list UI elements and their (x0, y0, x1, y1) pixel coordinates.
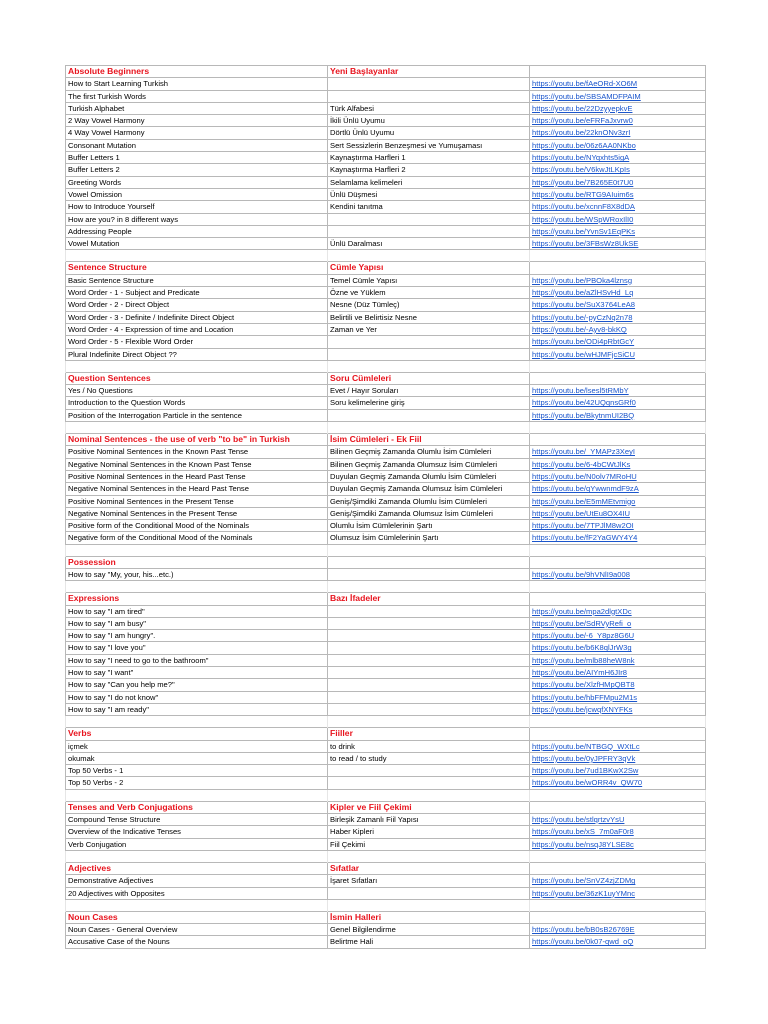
lesson-row (66, 409, 706, 421)
video-link[interactable]: https://youtu.be/xcnnF8X8dDA (530, 201, 706, 213)
section-title-tr: Yeni Başlayanlar (328, 66, 530, 78)
lesson-title-en: Plural Indefinite Direct Object ?? (66, 348, 328, 360)
lesson-title-tr: Sert Sessizlerin Benzeşmesi ve Yumuşaması (328, 139, 530, 151)
lesson-row (66, 446, 706, 458)
lesson-title-tr: Ünlü Düşmesi (328, 188, 530, 200)
video-link[interactable]: https://youtu.be/UtEu8OX4IU (530, 507, 706, 519)
empty-cell (328, 850, 530, 862)
lesson-title-tr: to drink (328, 740, 530, 752)
lesson-title-en: Introduction to the Question Words (66, 397, 328, 409)
section-spacer (66, 581, 706, 593)
empty-cell (328, 789, 530, 801)
lesson-title-tr: Ünlü Daralması (328, 238, 530, 250)
video-link[interactable]: https://youtu.be/fF2YaGWY4Y4 (530, 532, 706, 544)
section-header (66, 728, 706, 740)
video-link[interactable]: https://youtu.be/AIYmH6JIr8 (530, 667, 706, 679)
lesson-row (66, 838, 706, 850)
video-link[interactable]: https://youtu.be/V6kwJtLKpIs (530, 164, 706, 176)
lesson-title-tr (328, 691, 530, 703)
section-title-tr: İsmin Halleri (328, 911, 530, 923)
video-link[interactable]: https://youtu.be/9hVNlI9a008 (530, 568, 706, 580)
video-link[interactable]: https://youtu.be/XlzfHMpQBT8 (530, 679, 706, 691)
lesson-title-tr: Birleşik Zamanlı Fiil Yapısı (328, 814, 530, 826)
section-title-tr: Soru Cümleleri (328, 372, 530, 384)
lesson-title-en: Compound Tense Structure (66, 814, 328, 826)
lesson-title-tr: Haber Kipleri (328, 826, 530, 838)
empty-cell (530, 801, 706, 813)
video-link[interactable]: https://youtu.be/0k07-qwd_oQ (530, 936, 706, 948)
empty-cell (328, 716, 530, 728)
lesson-title-tr: Duyulan Geçmiş Zamanda Olumlu İsim Cümleleri (328, 470, 530, 482)
section-title-en: Possession (66, 556, 328, 568)
video-link[interactable]: https://youtu.be/jcwqfXNYFKs (530, 703, 706, 715)
lesson-title-en: How to say "I am tired" (66, 605, 328, 617)
lesson-title-en: Positive Nominal Sentences in the Known Past Tense (66, 446, 328, 458)
lesson-title-en: How to say "I love you" (66, 642, 328, 654)
section-title-tr: Bazı İfadeler (328, 593, 530, 605)
empty-cell (328, 250, 530, 262)
lesson-title-en: Negative Nominal Sentences in the Known Past Tense (66, 458, 328, 470)
video-link[interactable]: https://youtu.be/-pyCzNq2n78 (530, 311, 706, 323)
lesson-row (66, 152, 706, 164)
lesson-title-tr: Zaman ve Yer (328, 323, 530, 335)
section-header (66, 262, 706, 274)
lesson-row (66, 483, 706, 495)
empty-cell (530, 556, 706, 568)
lesson-title-en: How to say "I need to go to the bathroom" (66, 654, 328, 666)
lesson-title-en: Buffer Letters 2 (66, 164, 328, 176)
lesson-title-en: Word Order - 1 - Subject and Predicate (66, 287, 328, 299)
lesson-title-tr: Olumlu İsim Cümlelerinin Şartı (328, 520, 530, 532)
lesson-title-tr (328, 213, 530, 225)
section-title-en: Adjectives (66, 862, 328, 874)
lesson-title-en: Top 50 Verbs - 1 (66, 765, 328, 777)
lesson-title-tr (328, 630, 530, 642)
lesson-row (66, 90, 706, 102)
lesson-title-tr (328, 642, 530, 654)
empty-cell (66, 850, 328, 862)
video-link[interactable]: https://youtu.be/lsesl5tRMbY (530, 385, 706, 397)
lesson-title-tr: Temel Cümle Yapısı (328, 274, 530, 286)
section-spacer (66, 850, 706, 862)
video-link[interactable]: https://youtu.be/fAeORd-XO6M (530, 78, 706, 90)
section-title-en: Nominal Sentences - the use of verb "to be" in Turkish (66, 434, 328, 446)
empty-cell (328, 422, 530, 434)
lesson-row (66, 348, 706, 360)
lesson-title-en: Negative form of the Conditional Mood of the Nominals (66, 532, 328, 544)
lesson-title-en: Word Order - 5 - Flexible Word Order (66, 336, 328, 348)
empty-cell (530, 372, 706, 384)
empty-cell (66, 360, 328, 372)
empty-cell (530, 789, 706, 801)
lesson-title-en: How to say "I do not know" (66, 691, 328, 703)
empty-cell (328, 899, 530, 911)
section-header (66, 66, 706, 78)
lesson-row (66, 274, 706, 286)
empty-cell (530, 544, 706, 556)
section-header (66, 911, 706, 923)
lesson-row (66, 752, 706, 764)
spreadsheet (65, 65, 705, 949)
empty-cell (530, 862, 706, 874)
section-title-tr: Kipler ve Fiil Çekimi (328, 801, 530, 813)
section-spacer (66, 899, 706, 911)
lesson-title-tr (328, 765, 530, 777)
lesson-title-tr (328, 667, 530, 679)
section-title-tr (328, 556, 530, 568)
lesson-title-en: Position of the Interrogation Particle in the sentence (66, 409, 328, 421)
video-link[interactable]: https://youtu.be/PBOka4lznsg (530, 274, 706, 286)
video-link[interactable]: https://youtu.be/BkytnmUI2BQ (530, 409, 706, 421)
lesson-title-en: Negative Nominal Sentences in the Heard Past Tense (66, 483, 328, 495)
lesson-title-tr (328, 225, 530, 237)
video-link[interactable]: https://youtu.be/wHJMFjcSiCU (530, 348, 706, 360)
lesson-title-tr (328, 887, 530, 899)
lesson-row (66, 605, 706, 617)
lesson-row (66, 495, 706, 507)
lesson-title-tr (328, 654, 530, 666)
lesson-title-en: Demonstrative Adjectives (66, 875, 328, 887)
lesson-row (66, 225, 706, 237)
video-link[interactable]: https://youtu.be/xS_7m0aF0r8 (530, 826, 706, 838)
lesson-title-en: Vowel Mutation (66, 238, 328, 250)
lesson-row (66, 201, 706, 213)
empty-cell (530, 66, 706, 78)
lesson-title-tr: Genel Bilgilendirme (328, 924, 530, 936)
lesson-row (66, 287, 706, 299)
lesson-row (66, 642, 706, 654)
section-title-en: Absolute Beginners (66, 66, 328, 78)
lesson-title-tr: Geniş/Şimdiki Zamanda Olumlu İsim Cümleleri (328, 495, 530, 507)
lesson-title-en: Yes / No Questions (66, 385, 328, 397)
empty-cell (66, 789, 328, 801)
lesson-row (66, 385, 706, 397)
section-title-en: Noun Cases (66, 911, 328, 923)
video-link[interactable]: https://youtu.be/-Ayv8-bkKQ (530, 323, 706, 335)
lesson-row (66, 238, 706, 250)
lesson-title-tr (328, 568, 530, 580)
lesson-title-en: 20 Adjectives with Opposites (66, 887, 328, 899)
video-link[interactable]: https://youtu.be/ODi4pRbtGcY (530, 336, 706, 348)
lesson-title-en: Buffer Letters 1 (66, 152, 328, 164)
lesson-title-tr: Kendini tanıtma (328, 201, 530, 213)
video-link[interactable]: https://youtu.be/WSpWRoxIlI0 (530, 213, 706, 225)
section-title-en: Tenses and Verb Conjugations (66, 801, 328, 813)
lesson-row (66, 336, 706, 348)
video-link[interactable]: https://youtu.be/YvnSv1EqPKs (530, 225, 706, 237)
lesson-title-tr (328, 78, 530, 90)
empty-cell (328, 360, 530, 372)
lesson-row (66, 691, 706, 703)
lesson-title-en: Verb Conjugation (66, 838, 328, 850)
video-link[interactable]: https://youtu.be/SnVZ4zjZDMg (530, 875, 706, 887)
lesson-title-tr: Geniş/Şimdiki Zamanda Olumsuz İsim Cümleleri (328, 507, 530, 519)
lesson-title-en: Noun Cases - General Overview (66, 924, 328, 936)
lesson-title-tr: İşaret Sıfatları (328, 875, 530, 887)
lesson-row (66, 936, 706, 948)
empty-cell (530, 593, 706, 605)
lesson-row (66, 323, 706, 335)
lesson-row (66, 826, 706, 838)
lesson-title-tr (328, 703, 530, 715)
video-link[interactable]: https://youtu.be/3FBsWz8UkSE (530, 238, 706, 250)
video-link[interactable]: https://youtu.be/36zK1uyYMnc (530, 887, 706, 899)
empty-cell (328, 581, 530, 593)
lesson-title-en: Consonant Mutation (66, 139, 328, 151)
lesson-row (66, 875, 706, 887)
video-link[interactable]: https://youtu.be/b6K8qlJrW3g (530, 642, 706, 654)
lesson-title-tr (328, 90, 530, 102)
lesson-title-tr: Evet / Hayır Soruları (328, 385, 530, 397)
lesson-title-en: How to say "I am ready" (66, 703, 328, 715)
lesson-title-en: How are you? in 8 different ways (66, 213, 328, 225)
video-link[interactable]: https://youtu.be/qYwwnmdF9zA (530, 483, 706, 495)
video-link[interactable]: https://youtu.be/7B265E0t7U0 (530, 176, 706, 188)
section-header (66, 372, 706, 384)
lesson-row (66, 102, 706, 114)
lesson-title-tr (328, 348, 530, 360)
video-link[interactable]: https://youtu.be/SBSAMDFPAIM (530, 90, 706, 102)
lesson-title-en: Word Order - 4 - Expression of time and Location (66, 323, 328, 335)
lesson-row (66, 520, 706, 532)
section-title-en: Sentence Structure (66, 262, 328, 274)
section-spacer (66, 360, 706, 372)
empty-cell (530, 911, 706, 923)
lesson-title-tr: to read / to study (328, 752, 530, 764)
lesson-row (66, 630, 706, 642)
lesson-title-en: How to Start Learning Turkish (66, 78, 328, 90)
section-title-tr: Fiiller (328, 728, 530, 740)
section-title-tr: Sıfatlar (328, 862, 530, 874)
video-link[interactable]: https://youtu.be/mlb88heW8nk (530, 654, 706, 666)
lesson-row (66, 188, 706, 200)
section-header (66, 801, 706, 813)
section-title-tr: İsim Cümleleri - Ek Fiil (328, 434, 530, 446)
video-link[interactable]: https://youtu.be/NYqxhts5igA (530, 152, 706, 164)
lesson-title-tr (328, 336, 530, 348)
video-link[interactable]: https://youtu.be/06z6AA0NKbo (530, 139, 706, 151)
lesson-title-en: Addressing People (66, 225, 328, 237)
lesson-title-en: Word Order - 2 - Direct Object (66, 299, 328, 311)
empty-cell (66, 422, 328, 434)
video-link[interactable]: https://youtu.be/_YMAPz3XeyI (530, 446, 706, 458)
lesson-title-en: 4 Way Vowel Harmony (66, 127, 328, 139)
empty-cell (530, 581, 706, 593)
section-header (66, 862, 706, 874)
lesson-title-en: içmek (66, 740, 328, 752)
lesson-title-tr: İkili Ünlü Uyumu (328, 115, 530, 127)
lesson-title-tr: Duyulan Geçmiş Zamanda Olumsuz İsim Cümleleri (328, 483, 530, 495)
lesson-row (66, 299, 706, 311)
lesson-title-en: Basic Sentence Structure (66, 274, 328, 286)
lesson-title-tr: Türk Alfabesi (328, 102, 530, 114)
lesson-row (66, 397, 706, 409)
video-link[interactable]: https://youtu.be/E5mMEtvmigo (530, 495, 706, 507)
lesson-row (66, 458, 706, 470)
section-header (66, 556, 706, 568)
lesson-title-en: Accusative Case of the Nouns (66, 936, 328, 948)
empty-cell (66, 899, 328, 911)
lesson-title-tr: Nesne (Düz Tümleç) (328, 299, 530, 311)
lesson-title-en: How to say "I am hungry". (66, 630, 328, 642)
empty-cell (530, 360, 706, 372)
lesson-title-tr (328, 679, 530, 691)
lesson-title-en: Positive form of the Conditional Mood of the Nominals (66, 520, 328, 532)
video-link[interactable]: https://youtu.be/0yJPFRY3qVk (530, 752, 706, 764)
empty-cell (66, 716, 328, 728)
empty-cell (530, 434, 706, 446)
lesson-row (66, 617, 706, 629)
section-title-en: Verbs (66, 728, 328, 740)
lesson-title-en: How to say "My, your, his...etc.) (66, 568, 328, 580)
video-link[interactable]: https://youtu.be/7ud1BKwX2Sw (530, 765, 706, 777)
empty-cell (66, 250, 328, 262)
video-link[interactable]: https://youtu.be/stlqrtzvYsU (530, 814, 706, 826)
lesson-row (66, 127, 706, 139)
lesson-title-en: Overview of the Indicative Tenses (66, 826, 328, 838)
lesson-title-en: How to say "I am busy" (66, 617, 328, 629)
lesson-table (65, 65, 706, 949)
lesson-row (66, 777, 706, 789)
lesson-row (66, 887, 706, 899)
video-link[interactable]: https://youtu.be/RTG9AIuim6s (530, 188, 706, 200)
section-header (66, 434, 706, 446)
lesson-title-tr: Özne ve Yüklem (328, 287, 530, 299)
section-spacer (66, 716, 706, 728)
lesson-row (66, 765, 706, 777)
lesson-title-tr: Bilinen Geçmiş Zamanda Olumsuz İsim Cümleleri (328, 458, 530, 470)
video-link[interactable]: https://youtu.be/aZlHSvHd_Lq (530, 287, 706, 299)
lesson-title-en: Negative Nominal Sentences in the Present Tense (66, 507, 328, 519)
lesson-title-tr (328, 617, 530, 629)
empty-cell (530, 716, 706, 728)
lesson-title-en: Greeting Words (66, 176, 328, 188)
lesson-row (66, 115, 706, 127)
video-link[interactable]: https://youtu.be/hbFFMpu2M1s (530, 691, 706, 703)
empty-cell (328, 544, 530, 556)
lesson-row (66, 667, 706, 679)
lesson-title-en: okumak (66, 752, 328, 764)
lesson-row (66, 924, 706, 936)
section-spacer (66, 544, 706, 556)
empty-cell (530, 850, 706, 862)
video-link[interactable]: https://youtu.be/wORR4v_QW70 (530, 777, 706, 789)
video-link[interactable]: https://youtu.be/bB0sB26769E (530, 924, 706, 936)
lesson-row (66, 679, 706, 691)
video-link[interactable]: https://youtu.be/SdRVyRefi_o (530, 617, 706, 629)
section-spacer (66, 789, 706, 801)
lesson-row (66, 507, 706, 519)
lesson-title-en: Top 50 Verbs - 2 (66, 777, 328, 789)
video-link[interactable]: https://youtu.be/42UQqnsGRf0 (530, 397, 706, 409)
empty-cell (530, 899, 706, 911)
lesson-title-tr: Olumsuz İsim Cümlelerinin Şartı (328, 532, 530, 544)
lesson-title-tr: Selamlama kelimeleri (328, 176, 530, 188)
lesson-title-tr: Belirtme Hali (328, 936, 530, 948)
lesson-row (66, 176, 706, 188)
video-link[interactable]: https://youtu.be/-6_Y8pz8G6U (530, 630, 706, 642)
lesson-row (66, 164, 706, 176)
video-link[interactable]: https://youtu.be/nsqJ8YLSE8c (530, 838, 706, 850)
lesson-title-en: Positive Nominal Sentences in the Present Tense (66, 495, 328, 507)
lesson-title-en: Turkish Alphabet (66, 102, 328, 114)
video-link[interactable]: https://youtu.be/NTBGQ_WXtLc (530, 740, 706, 752)
lesson-row (66, 213, 706, 225)
lesson-title-tr: Kaynaştırma Harfleri 2 (328, 164, 530, 176)
empty-cell (530, 250, 706, 262)
lesson-title-en: Positive Nominal Sentences in the Heard Past Tense (66, 470, 328, 482)
lesson-row (66, 568, 706, 580)
video-link[interactable]: https://youtu.be/N0olv7MRoHU (530, 470, 706, 482)
lesson-title-en: 2 Way Vowel Harmony (66, 115, 328, 127)
section-title-tr: Cümle Yapısı (328, 262, 530, 274)
video-link[interactable]: https://youtu.be/22DzyyepkvE (530, 102, 706, 114)
section-title-en: Expressions (66, 593, 328, 605)
empty-cell (530, 262, 706, 274)
section-header (66, 593, 706, 605)
lesson-title-tr: Kaynaştırma Harfleri 1 (328, 152, 530, 164)
lesson-title-tr: Belirtili ve Belirtisiz Nesne (328, 311, 530, 323)
lesson-row (66, 470, 706, 482)
section-title-en: Question Sentences (66, 372, 328, 384)
lesson-row (66, 814, 706, 826)
lesson-row (66, 139, 706, 151)
video-link[interactable]: https://youtu.be/mpa2dlgtXDc (530, 605, 706, 617)
video-link[interactable]: https://youtu.be/eFRFaJxvrw0 (530, 115, 706, 127)
lesson-row (66, 311, 706, 323)
video-link[interactable]: https://youtu.be/SuX3764LeA8 (530, 299, 706, 311)
lesson-row (66, 78, 706, 90)
empty-cell (530, 422, 706, 434)
lesson-row (66, 654, 706, 666)
lesson-title-tr (328, 409, 530, 421)
lesson-title-tr (328, 605, 530, 617)
video-link[interactable]: https://youtu.be/22knONv3zrI (530, 127, 706, 139)
lesson-title-tr: Dörtlü Ünlü Uyumu (328, 127, 530, 139)
empty-cell (66, 544, 328, 556)
empty-cell (530, 728, 706, 740)
lesson-row (66, 703, 706, 715)
empty-cell (66, 581, 328, 593)
lesson-title-en: How to say "I want" (66, 667, 328, 679)
lesson-title-en: How to Introduce Yourself (66, 201, 328, 213)
lesson-title-tr: Fiil Çekimi (328, 838, 530, 850)
lesson-row (66, 532, 706, 544)
video-link[interactable]: https://youtu.be/7TPJlM8w2OI (530, 520, 706, 532)
lesson-title-tr: Soru kelimelerine giriş (328, 397, 530, 409)
lesson-title-en: The first Turkish Words (66, 90, 328, 102)
lesson-row (66, 740, 706, 752)
video-link[interactable]: https://youtu.be/6-4bCWtJlKs (530, 458, 706, 470)
lesson-title-tr: Bilinen Geçmiş Zamanda Olumlu İsim Cümleleri (328, 446, 530, 458)
lesson-title-en: Word Order - 3 - Definite / Indefinite Direct Object (66, 311, 328, 323)
lesson-title-tr (328, 777, 530, 789)
lesson-title-en: Vowel Omission (66, 188, 328, 200)
section-spacer (66, 250, 706, 262)
section-spacer (66, 422, 706, 434)
lesson-title-en: How to say "Can you help me?" (66, 679, 328, 691)
